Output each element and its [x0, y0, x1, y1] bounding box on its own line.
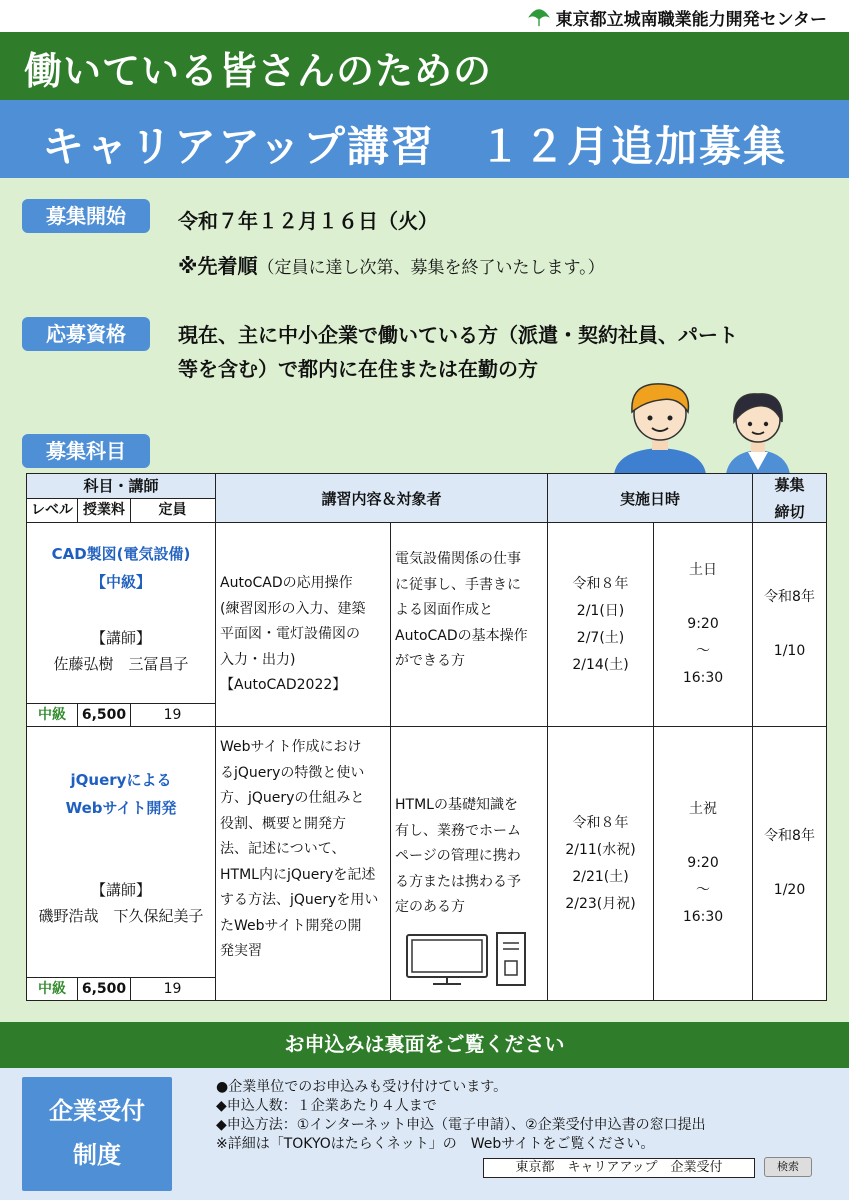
- course-2-content-line: HTML内にjQueryを記述: [220, 866, 376, 883]
- course-1-content-line: 入力・出力): [220, 651, 296, 668]
- header-deadline-line2: 締切: [774, 503, 805, 521]
- computer-icon: [405, 931, 535, 987]
- table-row: [27, 727, 827, 1001]
- course-2-date-line: 2/11(水祝): [565, 841, 636, 858]
- course-2-content-line: 法、記述について、: [220, 841, 346, 857]
- course-1-content-line: (練習図形の入力、建築: [220, 600, 366, 617]
- corporate-tag: [22, 1077, 172, 1191]
- search-button: 検索: [764, 1157, 812, 1177]
- course-1-target-line: 電気設備関係の仕事: [395, 551, 521, 567]
- woman-figure: [726, 394, 790, 474]
- header-content: 講習内容＆対象者: [216, 474, 548, 523]
- course-2-subject: [27, 727, 216, 1001]
- course-1-title1: CAD製図(電気設備): [51, 545, 191, 563]
- table-row: [27, 523, 827, 727]
- first-come-line: [178, 250, 605, 279]
- course-1-target: [391, 523, 548, 727]
- course-2-capacity: 19: [163, 981, 182, 997]
- course-1-time-line: 土日: [689, 562, 718, 578]
- course-2-time: [654, 727, 753, 1001]
- course-2-time-line: 16:30: [682, 909, 724, 925]
- course-1-time: [654, 523, 753, 727]
- course-2-title2: Webサイト開発: [65, 799, 177, 817]
- course-1-deadline: [753, 523, 827, 727]
- header-deadline-line1: 募集: [774, 476, 805, 494]
- table-header-row: [27, 474, 827, 523]
- course-2-lecturers: 磯野浩哉 下久保紀美子: [38, 907, 204, 925]
- course-2-title1: jQueryによる: [70, 771, 172, 789]
- course-1-time-line: 9:20: [687, 616, 719, 632]
- info-line: ◆申込人数：１企業あたり４人まで: [216, 1098, 437, 1114]
- course-1-content: [216, 523, 391, 727]
- course-1-level-row: [27, 703, 215, 726]
- info-line: ◆申込方法：①インターネット申込（電子申請）、②企業受付申込書の窓口提出: [216, 1117, 706, 1133]
- course-2-target: [391, 727, 548, 1001]
- course-2-content-line: 役割、概要と開発方: [220, 815, 346, 832]
- corporate-tag-line1: 企業受付: [49, 1097, 145, 1125]
- subjects-tag: 募集科目: [22, 434, 150, 468]
- course-1-content-line: AutoCADの応用操作: [220, 575, 353, 591]
- qualification-line1: 現在、主に中小企業で働いている方（派遣・契約社員、パート: [178, 323, 738, 347]
- course-2-target-line: 定のある方: [395, 899, 465, 915]
- title-line1: 働いている皆さんのための: [24, 49, 493, 93]
- course-2-time-line: ～: [696, 882, 711, 898]
- course-1-target-line: ができる方: [395, 653, 465, 669]
- recruit-start-date: 令和７年１２月１６日（火）: [178, 209, 438, 233]
- org-label: 東京都立城南職業能力開発センター: [555, 10, 827, 30]
- course-2-content-line: Webサイト作成におけ: [220, 739, 362, 755]
- course-2-deadline: [753, 727, 827, 1001]
- title-line2: キャリアアップ講習 １２月追加募集: [42, 122, 788, 171]
- man-figure: [614, 384, 706, 474]
- qualification-tag: 応募資格: [22, 317, 150, 351]
- title-banner-top: [0, 32, 849, 100]
- header-capacity: 定員: [158, 501, 187, 518]
- title-banner-main: [0, 100, 849, 178]
- recruit-start-tag: 募集開始: [22, 199, 150, 233]
- course-1-fee: 6,500: [78, 704, 131, 726]
- ginkgo-leaf-icon: [528, 9, 550, 27]
- course-table: [26, 473, 827, 1001]
- course-1-content-line: 平面図・電灯設備図の: [220, 626, 360, 642]
- course-1-date-line: 令和８年: [572, 575, 629, 592]
- header-subcols: [27, 498, 215, 522]
- first-come-note: （定員に達し次第、募集を終了いたします。）: [257, 258, 605, 278]
- course-2-content-line: 発実習: [220, 943, 262, 959]
- corporate-info: [216, 1078, 706, 1154]
- first-come-label: ※先着順: [178, 254, 258, 278]
- course-2-time-line: 土祝: [689, 801, 718, 817]
- course-2-target-line: る方または携わる予: [395, 873, 521, 890]
- course-1-title2: 【中級】: [90, 573, 151, 591]
- course-2-fee: 6,500: [78, 978, 131, 1000]
- course-1-content-line: 【AutoCAD2022】: [220, 677, 347, 693]
- course-2-target-line: HTMLの基礎知識を: [395, 797, 518, 813]
- course-1-dates: [548, 523, 654, 727]
- course-1-target-line: に従事し、手書きに: [395, 576, 521, 593]
- course-2-content: [216, 727, 391, 1001]
- header-level: レベル: [27, 499, 78, 522]
- course-2-date-line: 令和８年: [572, 814, 629, 831]
- course-1-date-line: 2/7(土): [576, 629, 625, 646]
- header-dates: 実施日時: [548, 474, 753, 523]
- course-2-deadline-line: 1/20: [773, 882, 806, 898]
- course-2-deadline-line: 令和8年: [764, 828, 815, 844]
- course-2-lecturer-label: 【講師】: [90, 881, 151, 899]
- course-1-level: 中級: [27, 704, 78, 726]
- corporate-tag-line2: 制度: [73, 1141, 121, 1169]
- course-1-subject: [27, 523, 216, 727]
- course-2-content-line: たWebサイト開発の開: [220, 917, 362, 934]
- course-2-content-line: する方法、jQueryを用い: [220, 892, 379, 908]
- people-illustration: [608, 378, 818, 474]
- course-1-deadline-line: 令和8年: [764, 589, 815, 605]
- course-1-time-line: ～: [696, 643, 711, 659]
- info-line: ※詳細は「TOKYOはたらくネット」の Webサイトをご覧ください。: [216, 1136, 655, 1152]
- header-fee: 授業料: [78, 499, 131, 522]
- info-line: ●企業単位でのお申込みも受け付けています。: [216, 1079, 508, 1095]
- course-1-date-line: 2/14(土): [572, 656, 629, 673]
- course-2-content-line: るjQueryの特徴と使い: [220, 764, 365, 781]
- course-1-lecturer-label: 【講師】: [90, 629, 151, 647]
- course-2-dates: [548, 727, 654, 1001]
- header-subject: [27, 474, 216, 523]
- course-2-time-line: 9:20: [687, 855, 719, 871]
- course-2-date-line: 2/21(土): [572, 868, 629, 885]
- course-2-date-line: 2/23(月祝): [565, 895, 636, 912]
- course-2-target-line: ページの管理に携わ: [395, 848, 521, 864]
- course-1-target-line: よる図面作成と: [395, 602, 493, 618]
- search-keyword-box: 東京都 キャリアアップ 企業受付: [483, 1158, 755, 1178]
- course-1-time-line: 16:30: [682, 670, 724, 686]
- course-2-target-line: 有し、業務でホーム: [395, 822, 521, 839]
- organization-name: [528, 5, 827, 30]
- course-2-level: 中級: [27, 978, 78, 1000]
- header-deadline: [753, 474, 827, 523]
- course-1-target-line: AutoCADの基本操作: [395, 627, 528, 644]
- course-2-level-row: [27, 977, 215, 1000]
- course-1-date-line: 2/1(日): [576, 602, 625, 619]
- course-1-lecturers: 佐藤弘樹 三冨昌子: [53, 655, 189, 673]
- course-1-capacity: 19: [163, 707, 182, 723]
- top-bar: [0, 0, 849, 32]
- header-subject-label: 科目・講師: [83, 476, 159, 495]
- course-2-content-line: 方、jQueryの仕組みと: [220, 790, 365, 806]
- qualification-line2: 等を含む）で都内に在住または在勤の方: [178, 357, 538, 381]
- course-1-deadline-line: 1/10: [773, 643, 806, 659]
- apply-note-bar: お申込みは裏面をご覧ください: [0, 1022, 849, 1068]
